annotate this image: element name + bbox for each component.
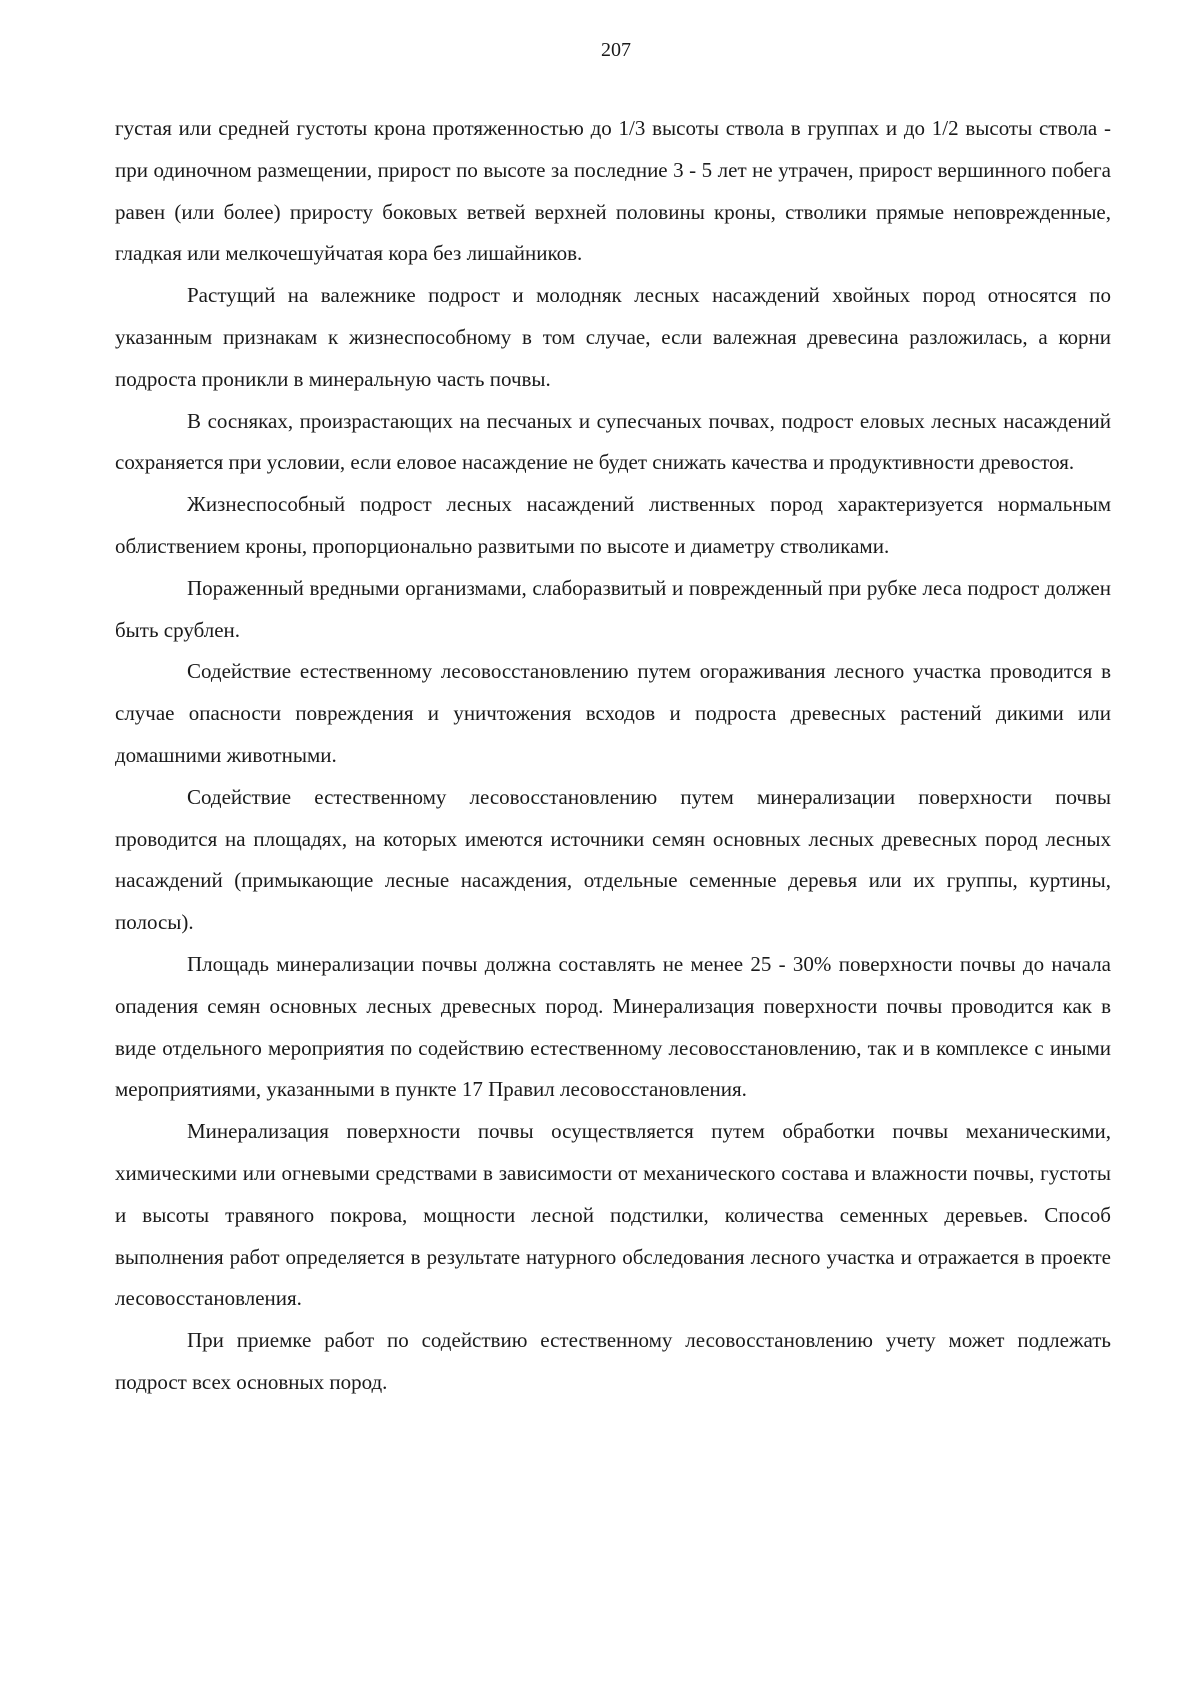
paragraph: Содействие естественному лесовосстановлению путем минерализации поверхности почвы проводится на площадях, на которых имеются источники семян основных лесных древесных пород лесных насаждений (примыкающие лесные насаждения, отдельные семенные деревья или их группы, куртины, полосы). bbox=[115, 784, 1111, 935]
page-number: 207 bbox=[601, 39, 631, 61]
paragraph: Содействие естественному лесовосстановлению путем огораживания лесного участка проводится в случае опасности повреждения и уничтожения всходов и подроста древесных растений дикими или домашними животными. bbox=[115, 659, 1111, 767]
paragraph: В сосняках, произрастающих на песчаных и супесчаных почвах, подрост еловых лесных насаждений сохраняется при условии, если еловое насаждение не будет снижать качества и продуктивности древостоя. bbox=[115, 408, 1111, 475]
document-body bbox=[115, 108, 1111, 1404]
paragraph: Жизнеспособный подрост лесных насаждений лиственных пород характеризуется нормальным облиствением кроны, пропорционально развитыми по высоте и диаметру стволиками. bbox=[115, 492, 1111, 558]
paragraph: Растущий на валежнике подрост и молодняк лесных насаждений хвойных пород относятся по указанным признакам к жизнеспособному в том случае, если валежная древесина разложилась, а корни подроста проникли в минеральную часть почвы. bbox=[115, 283, 1111, 391]
paragraph: Пораженный вредными организмами, слаборазвитый и поврежденный при рубке леса подрост должен быть срублен. bbox=[115, 575, 1111, 642]
paragraph: Площадь минерализации почвы должна составлять не менее 25 - 30% поверхности почвы до начала опадения семян основных лесных древесных пород. Минерализация поверхности почвы проводится как в виде отдельного мероприятия по содействию естественному лесовосстановлению, так и в комплексе с иными мероприятиями, указанными в пункте 17 Правил лесовосстановления. bbox=[115, 951, 1111, 1102]
paragraph: Минерализация поверхности почвы осуществляется путем обработки почвы механическими, химическими или огневыми средствами в зависимости от механического состава и влажности почвы, густоты и высоты травяного покрова, мощности лесной подстилки, количества семенных деревьев. Способ выполнения работ определяется в результате натурного обследования лесного участка и отражается в проекте лесовосстановления. bbox=[115, 1119, 1111, 1311]
paragraph: При приемке работ по содействию естественному лесовосстановлению учету может подлежать подрост всех основных пород. bbox=[115, 1328, 1111, 1394]
paragraph: густая или средней густоты крона протяженностью до 1/3 высоты ствола в группах и до 1/2 высоты ствола - при одиночном размещении, прирост по высоте за последние 3 - 5 лет не утрачен, прирост вершинного побега равен (или более) приросту боковых ветвей верхней половины кроны, стволики прямые неповрежденные, гладкая или мелкочешуйчатая кора без лишайников. bbox=[115, 116, 1111, 266]
